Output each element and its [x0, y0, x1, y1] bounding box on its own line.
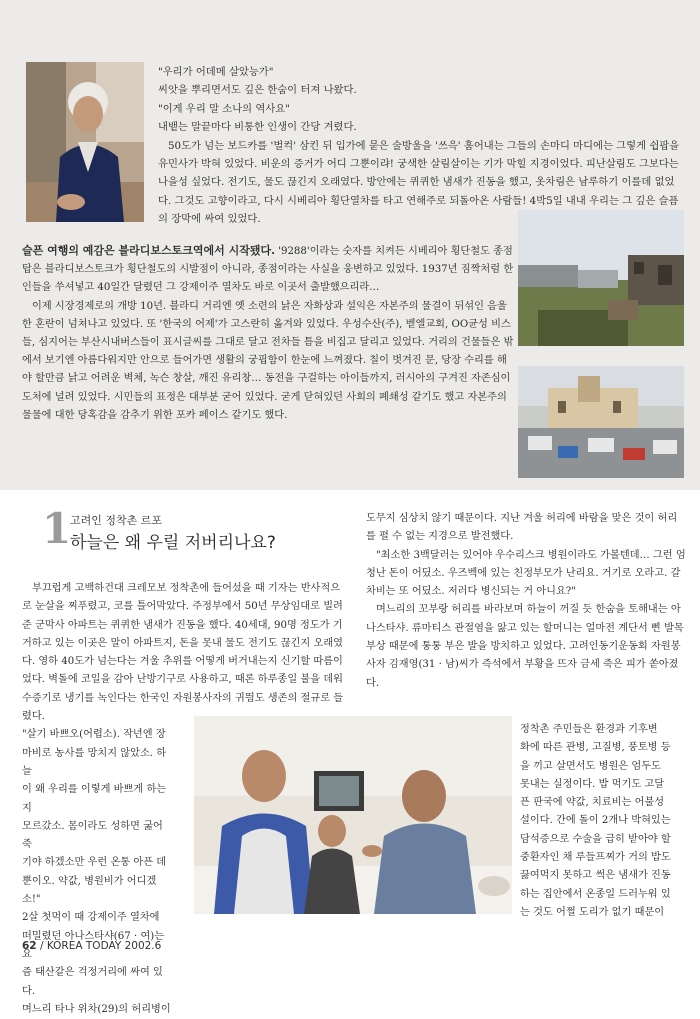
article-right-column — [366, 510, 686, 693]
narrow-line: 픈 판국에 약값, 치료비는 어불성 — [520, 797, 665, 809]
photo-volunteers — [194, 716, 512, 914]
narrow-line: 떠밀렸던 아나스타샤(67 · 여)는 요 — [22, 930, 165, 960]
narrow-line: 이 왜 우리를 이렇게 바쁘게 하는지 — [22, 784, 167, 814]
narrow-line: 뿐이오. 약값, 병원비가 어디겠소!" — [22, 875, 157, 906]
right-paragraph: "최소한 3백달러는 있어야 우수리스크 병원이라도 가볼텐데… 그런 엄청난 돈이 어딨소. 우즈벡에 있는 친정부모가 난리요. 거기로 오라고. 갈 차비는 또 어딨소. 저러다 병신되는 거 아니요?" — [366, 549, 686, 598]
narrow-line: 중환자인 채 루들프찌가 거의 밥도 — [520, 852, 671, 864]
narrow-line: 을 끼고 살면서도 병원은 엄두도 — [520, 760, 661, 772]
narrow-line: 마비로 농사를 망치지 않았소. 하늘 — [22, 747, 167, 777]
section2-lead: 슬픈 여행의 예감은 블라디보스토크역에서 시작됐다. — [22, 244, 275, 257]
photo-elderly-woman — [26, 62, 144, 222]
narrow-line: 화에 따른 관병, 고질병, 풍토병 등 — [520, 742, 671, 754]
section-vladivostok — [22, 242, 520, 425]
article-subtitle: 고려인 정착촌 르포 — [70, 514, 163, 527]
quote-paragraph: 50도가 넘는 보드카를 '벌컥' 삼킨 뒤 입가에 묻은 술방울을 '쓰윽' 훔어내는 그들의 손마디 마디에는 그렇게 쉽팝을 유민사가 박혀 있었다. 비운의 증거가 어디 그뿐이랴! 궁색한 살림살이는 기가 막힐 지경이었다. 피난살림도 그보다는 나을성 싶었다. 전기도, 물도 끊긴지 오래였다. 방안에는 퀴퀴한 냄새가 진동을 했고, 옷차림은 남루하기 이를데 없었다. 그것도 고향이라고, 다시 시베리아 횡단열차를 타고 연해주로 되돌아온 사람들! 4박5일 내내 우리는 그 깊은 슬픔의 장막에 싸여 있었다. — [158, 139, 680, 226]
narrow-line: 2살 첫먹이 때 강제이주 열차에 — [22, 912, 160, 924]
section2-para1 — [22, 242, 514, 298]
right-paragraph: 도무지 심상치 않기 때문이다. 지난 겨울 허리에 바람을 맞은 것이 허리를 펼 수 없는 지경으로 발전했다. — [366, 513, 678, 543]
page-footer — [22, 940, 161, 952]
quote-block — [158, 63, 678, 229]
section2-para1-rest: '9288'이라는 숫자를 치켜든 시베리아 횡단철도 종점탑은 블라디보스토크가 횡단철도의 시발점이 아니라, 종점이라는 사실을 웅변하고 있었다. 1937년 짐짝처럼 한인들을 쑤셔넣고 40일간 달렸던 그 강제이주 열차도 바로 이곳서 출발했으리라… — [22, 246, 514, 294]
quote-line: "이게 우리 말 소나의 역사요" — [158, 102, 290, 115]
quote-line: 씨앗을 뿌리면서도 깊은 한숨이 터져 나왔다. — [158, 84, 357, 97]
narrow-line: 즘 태산같은 걱정거리에 싸여 있다. — [22, 967, 163, 997]
narrow-line: 는 것도 어쩔 도리가 없기 때문이 — [520, 906, 665, 918]
quote-line: "우리가 어데메 살았능가" — [158, 66, 274, 78]
narrow-line: 설이다. 간에 돌이 2개나 박혀있는 — [520, 815, 671, 827]
right-paragraph: 며느리의 꼬부랑 허리를 바라보며 하늘이 꺼질 듯 한숨을 토해내는 아나스타샤. 류마티스 관절염을 앓고 있는 할머니는 얼마전 계단서 삔 발목부상 때문에 퉁퉁 부은 발을 방치하고 있었다. 고려인동기운동회 자원봉사자 김재영(31 · 남)씨가 즉석에서 부황을 뜨자 금세 죽은 피가 쏟아졌다. — [366, 604, 684, 689]
narrow-line: 하는 집안에서 온종일 드러누워 있 — [520, 888, 671, 900]
left-narrow-text — [22, 726, 172, 1019]
page-number: 62 — [22, 940, 37, 952]
photo-station — [518, 366, 684, 478]
article-title: 하늘은 왜 우릴 저버리나요? — [70, 533, 276, 553]
narrow-line: 모르갔소. 몸이라도 성하면 굶어죽 — [22, 820, 163, 851]
narrow-line: 못내는 실정이다. 밥 먹기도 고달 — [520, 778, 665, 790]
narrow-line: 기야 하겠소만 우런 온통 아픈 데 — [22, 857, 167, 869]
narrow-line: 담석증으로 수술을 급히 받아야 할 — [520, 833, 671, 845]
article-right-narrow — [520, 721, 686, 922]
quote-line: 내뱉는 말끝마다 비통한 인생이 간당 겨렸다. — [158, 121, 357, 134]
left-paragraph: 부끄럽게 고백하건대 크레모보 정착촌에 들어섰을 때 기자는 반사적으로 눈살을 찌푸렸고, 코를 틀어막았다. 주정부에서 50년 무상임대로 빌려준 군막사 아파트는 퀴퀴한 냄새가 진동을 했다. 40세대, 90명 정도가 기거하고 있는 이곳은 말이 아파트지, 돈을 못내 물도 전기도 끊긴지 오래였다. 영하 40도가 넘는다는 겨울 추위를 어떻게 버거내는지 신기할 따름이었다. 벽돌에 코일을 감아 난방기구로 사용하고, 때론 하루종일 불을 데워 수증기로 냉기를 녹인다는 한국인 자원봉사자의 귀띔도 생존의 절규로 들렸다. — [22, 583, 344, 723]
narrow-line: 정착촌 주민들은 환경과 기후변 — [520, 724, 658, 735]
narrow-line: 끓여먹지 못하고 썩은 냄새가 진동 — [520, 870, 671, 882]
photo-village — [518, 210, 684, 346]
narrow-line: "살기 바쁘오(어렵소). 작년엔 장 — [22, 729, 166, 741]
narrow-line: 며느리 타나 위차(29)의 허리병이 — [22, 1003, 171, 1015]
footer-separator: / — [39, 940, 44, 952]
section2-para2: 이제 시장경제로의 개방 10년. 블라디 거리엔 옛 소련의 낡은 자화상과 설익은 자본주의 물결이 뒤섞인 음울한 혼란이 넘쳐나고 있었다. 또 '한국의 어제'가 고스란히 옮겨와 있었다. 우성수산(주), 벧엘교회, OO균성 비스들, 심지어는 부산시내버스들이 표시글씨를 그대로 달고 전차들 틈을 비집고 달리고 있었다. 거리의 건물들은 밖에서 보기엔 아름다워지만 안으로 들어가면 생활의 궁핍함이 한눈에 느껴졌다. 칠이 벗겨진 문, 당장 수리를 해야 할만큼 낡고 어려운 벽체, 녹슨 창살, 깨진 유리창… 동전을 구걸하는 아이들까지, 러시아의 구겨진 자존심이 도처에 널려 있었다. 시민들의 표정은 대부분 굳어 있었다. 굳게 닫혀있던 사회의 폐쇄성 같기도 했고 자본주의 물물에 대한 당혹감을 감추기 위한 포카 페이스 같기도 했다. — [22, 300, 514, 421]
article-number: 1 — [42, 504, 72, 553]
magazine-name: KOREA TODAY 2002.6 — [46, 940, 162, 952]
